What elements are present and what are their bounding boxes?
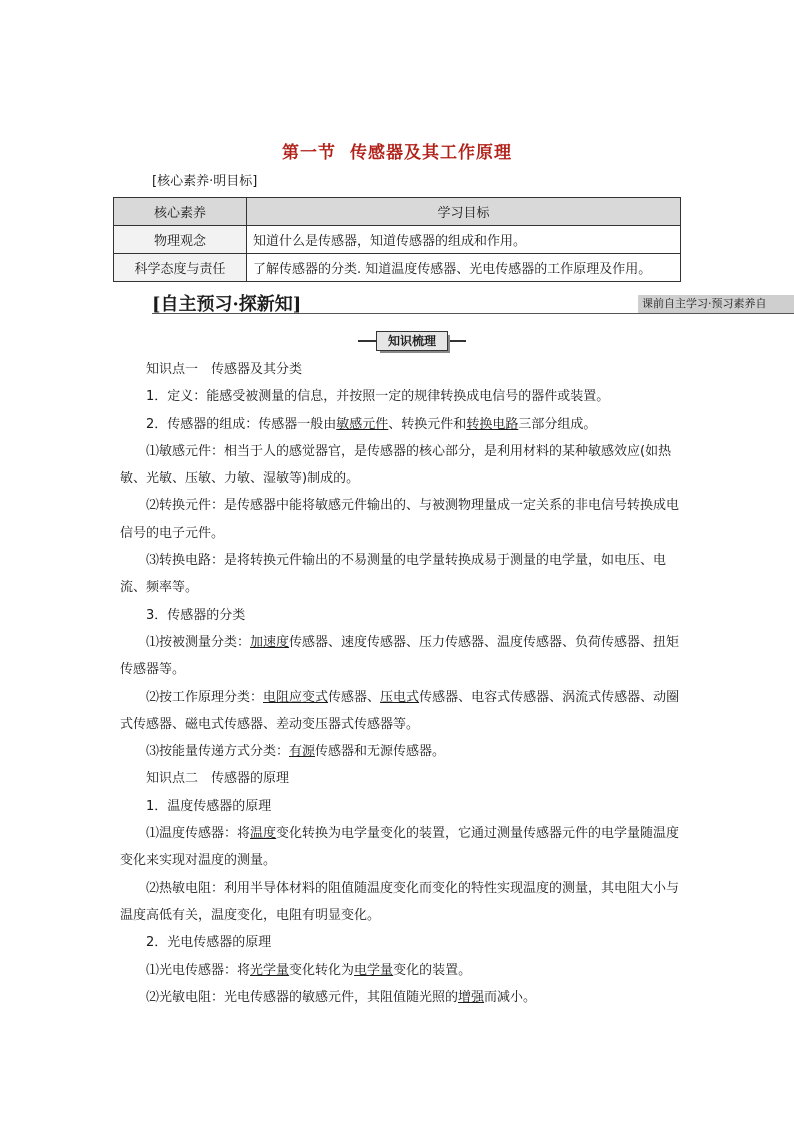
content-body (120, 356, 680, 1011)
underlined-term: 有源 (289, 744, 316, 760)
underlined-term: 光学量 (250, 962, 290, 978)
underlined-term: 温度 (250, 826, 277, 842)
underlined-term: 电阻应变式 (263, 689, 329, 705)
underlined-term: 加速度 (250, 634, 290, 650)
knowledge-point-heading: 知识点一 传感器及其分类 (146, 362, 303, 377)
paragraph (120, 820, 680, 875)
paragraph (120, 684, 680, 739)
table-cell: 科学态度与责任 (114, 254, 247, 282)
text-span: ⑴温度传感器：将 (146, 826, 251, 842)
table-cell: 了解传感器的分类. 知道温度传感器、光电传感器的工作原理及作用。 (247, 254, 681, 282)
underlined-term: 转换电路 (466, 416, 519, 432)
table-cell: 知道什么是传感器，知道传感器的组成和作用。 (247, 226, 681, 254)
paragraph: ⑵热敏电阻：利用半导体材料的阻值随温度变化而变化的特性实现温度的测量，其电阻大小与温度高低有关，温度变化，电阻有明显变化。 (120, 880, 680, 923)
section-divider (152, 313, 794, 314)
paragraph: 1．定义：能感受被测量的信息，并按照一定的规律转换成电信号的器件或装置。 (146, 389, 610, 405)
text-span: 三部分组成。 (518, 416, 597, 432)
paragraph: 2．光电传感器的原理 (146, 935, 272, 951)
paragraph: 3．传感器的分类 (146, 607, 246, 623)
text-span: 而减小。 (484, 989, 537, 1005)
text-span: 2．传感器的组成：传感器一般由 (146, 416, 337, 432)
paragraph (120, 738, 680, 765)
paragraph: ⑴敏感元件：相当于人的感觉器官，是传感器的核心部分，是利用材料的某种敏感效应(如热敏、光敏、压敏、力敏、湿敏等)制成的。 (120, 443, 672, 487)
text-span: ⑵光敏电阻：光电传感器的敏感元件，其阻值随光照的 (146, 989, 459, 1005)
core-goals-table (113, 197, 681, 282)
text-span: 传感器和无源传感器。 (315, 744, 446, 760)
title-text: 传感器及其工作原理 (350, 143, 512, 163)
text-span: ⑴按被测量分类： (146, 634, 251, 650)
table-row (114, 226, 681, 254)
knowledge-point-heading: 知识点二 传感器的原理 (146, 771, 290, 787)
paragraph: ⑵转换元件：是传感器中能将敏感元件输出的、与被测物理量成一定关系的非电信号转换成电信号的电子元件。 (120, 498, 680, 541)
underlined-term: 电学量 (354, 962, 394, 978)
underlined-term: 增强 (458, 989, 485, 1005)
text-span: ⑴光电传感器：将 (146, 962, 251, 978)
header-core-literacy: 核心素养 (114, 198, 247, 226)
section-heading: [自主预习·探新知] (152, 294, 302, 315)
table-cell: 物理观念 (114, 226, 247, 254)
paragraph: 1．温度传感器的原理 (146, 798, 272, 814)
text-span: 变化的装置。 (393, 962, 472, 978)
paragraph (120, 411, 680, 438)
text-span: 变化转换为电学量变化的装置，它通过测量传感器元件的电学量随温度变化来实现对温度的测量。 (120, 826, 680, 869)
page-title (0, 138, 794, 163)
underlined-term: 压电式 (380, 689, 420, 705)
paragraph: ⑶转换电路：是将转换元件输出的不易测量的电学量转换成易于测量的电学量，如电压、电流、频率等。 (120, 553, 667, 596)
header-learning-goal: 学习目标 (247, 198, 681, 226)
section-tag: 课前自主学习·预习素养自 (638, 295, 794, 313)
paragraph (120, 957, 680, 984)
paragraph (120, 629, 680, 684)
underlined-term: 敏感元件 (336, 416, 389, 432)
text-span: 传感器、速度传感器、压力传感器、温度传感器、负荷传感器、扭矩传感器等。 (120, 634, 680, 678)
table-caption: [核心素养·明目标] (152, 174, 258, 189)
text-span: ⑵按工作原理分类： (146, 689, 264, 705)
paragraph (120, 984, 680, 1011)
text-span: 传感器、 (328, 689, 381, 705)
text-span: ⑶按能量传递方式分类： (146, 744, 290, 760)
table-header-row (114, 198, 681, 226)
table-row (114, 254, 681, 282)
title-section-number: 第一节 (282, 143, 336, 163)
knowledge-badge (358, 331, 466, 351)
text-span: 变化转化为 (289, 962, 355, 978)
badge-label: 知识梳理 (376, 331, 448, 351)
text-span: 传感器、电容式传感器、涡流式传感器、动圈式传感器、磁电式传感器、差动变压器式传感器等。 (120, 689, 680, 732)
text-span: 、转换元件和 (388, 416, 467, 432)
